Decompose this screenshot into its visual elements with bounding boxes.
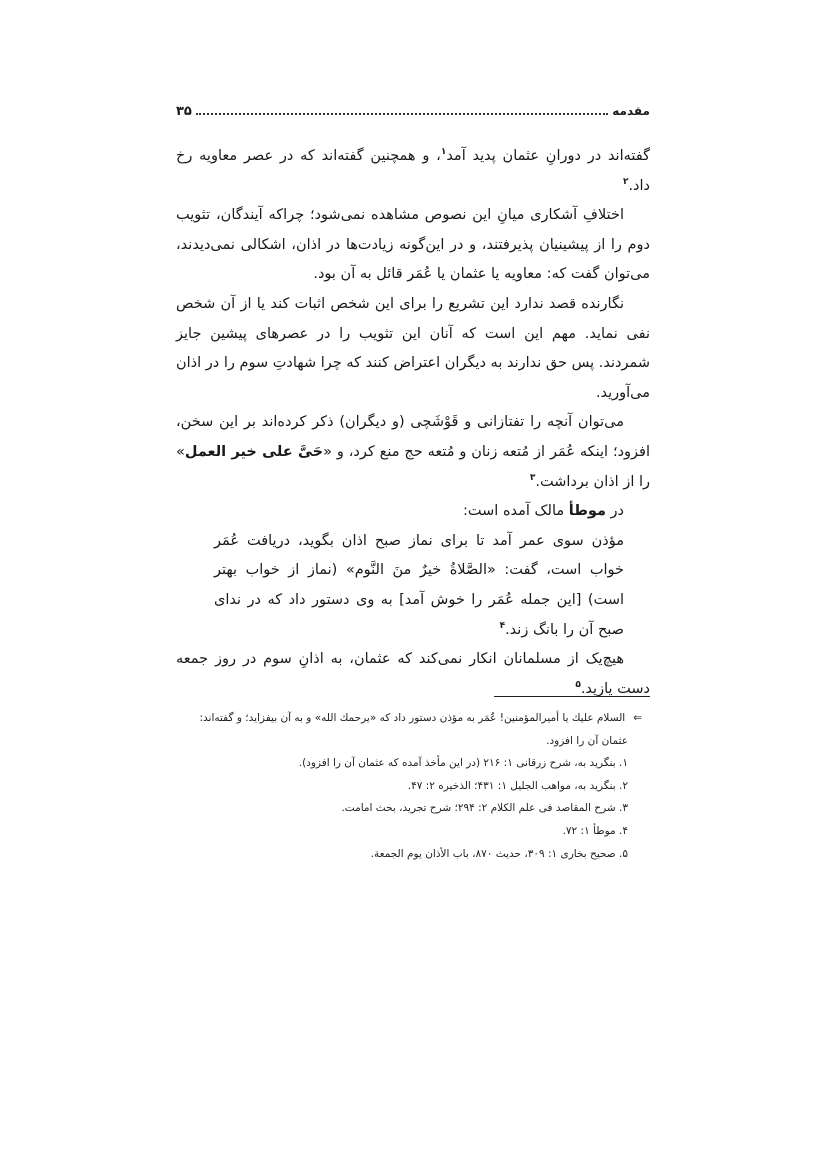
- paragraph-2: اختلافِ آشکاری میانِ این نصوص مشاهده نمی‌شود؛ چراکه آیندگان، تثویب دوم را از پیشینیان پذیرفتند، و در این‌گونه زیادت‌ها در اذان، اشکالی نمی‌دیدند، می‌توان گفت که: معاویه یا عثمان یا عُمَر قائل به آن بود.: [176, 207, 650, 283]
- running-header: [176, 104, 650, 124]
- dot-leader: [196, 112, 608, 115]
- paragraph-1-text-b: ، و همچنین گفته‌اند که در عصر معاویه رخ داد.: [176, 148, 650, 194]
- page-number: ۳۵: [176, 104, 192, 119]
- paragraph-5-text-a: در: [605, 503, 624, 520]
- paragraph-4-bold-phrase: حَیَّ علی خیر العمل: [184, 443, 324, 460]
- paragraph-5-bold-title: موطأ: [568, 503, 606, 520]
- footnote-separator: [494, 696, 650, 697]
- footnote-continued: [176, 707, 650, 730]
- footnotes: [176, 707, 650, 865]
- block-quote: [176, 527, 650, 645]
- block-quote-text: مؤذن سوی عمر آمد تا برای نماز صبح اذان بگوید، دریافت عُمَر خواب است، گفت: «الصَّلاةُ خیرٌ منَ النَّوم» (نماز از خواب بهتر است) [این جمله عُمَر را خوش آمد] به وی دستور داد که در ندای صبح آن را بانگ زند.: [214, 532, 624, 638]
- footnote-ref-2: ۲: [622, 176, 629, 187]
- footnote-ref-5: ۵: [575, 679, 581, 690]
- footnote-3: ۳. شرح المقاصد فی علم الکلام ۲: ۲۹۴؛ شرح تجرید، بحث امامت.: [341, 802, 628, 815]
- paragraph-4-text-a: می‌توان آنچه را تفتازانی و قَوْشَچی (و دیگران) ذکر کرده‌اند بر این سخن، افزود؛ اینکه عُمَر از مُتعه زنان و مُتعه حج منع کرد، و «: [176, 414, 650, 460]
- continued-arrow-icon: ⇐: [633, 712, 642, 724]
- paragraph-5: [176, 497, 650, 527]
- body-text: [176, 142, 650, 704]
- paragraph-5-text-b: مالک آمده است:: [463, 503, 569, 520]
- footnote-ref-3: ۳: [529, 472, 536, 483]
- paragraph-3: نگارنده قصد ندارد این تشریع را برای این شخص اثبات کند یا از آن شخص نفی نماید. مهم این است که آنان این تثویب را در عصرهای پیشین جایز شمردند. پس حق ندارند به دیگران اعتراض کنند که چرا شهادتِ سوم را در اذان می‌آورید.: [176, 295, 650, 401]
- footnote-continued-line-2: عثمان آن را افزود.: [546, 734, 628, 747]
- section-title: مقدمه: [612, 104, 650, 118]
- footnote-5: ۵. صحیح بخاری ۱: ۳۰۹، حدیث ۸۷۰، باب الأذان یوم الجمعة.: [370, 847, 628, 860]
- paragraph-4: [176, 408, 650, 497]
- footnote-4: ۴. موطأ ۱: ۷۲.: [562, 824, 628, 837]
- paragraph-1-text-a: گفته‌اند در دورانِ عثمان پدید آمد: [446, 148, 651, 164]
- footnote-continued-text-a: السلام علیك یا أمیرالمؤمنین! عُمَر به مؤذن دستور داد که «یرحمك الله» و به آن بیفزاید؛ و گفته‌اند:: [199, 712, 626, 724]
- paragraph-1: [176, 142, 650, 201]
- paragraph-4-text-b: » را از اذان برداشت.: [176, 443, 650, 490]
- footnote-1: ۱. بنگرید به، شرح زرقانی ۱: ۲۱۶ (در این مأخذ آمده که عثمان آن را افزود).: [298, 757, 628, 770]
- footnote-ref-4: ۴: [499, 620, 506, 631]
- paragraph-6-text: هیچ‌یک از مسلمانان انکار نمی‌کند که عثمان، به اذانِ سوم در روز جمعه دست یازید.: [176, 651, 650, 697]
- footnote-ref-1: ۱: [440, 147, 447, 158]
- footnote-2: ۲. بنگرید به، مواهب الجلیل ۱: ۴۳۱؛ الذخیره ۲: ۴۷.: [407, 779, 628, 792]
